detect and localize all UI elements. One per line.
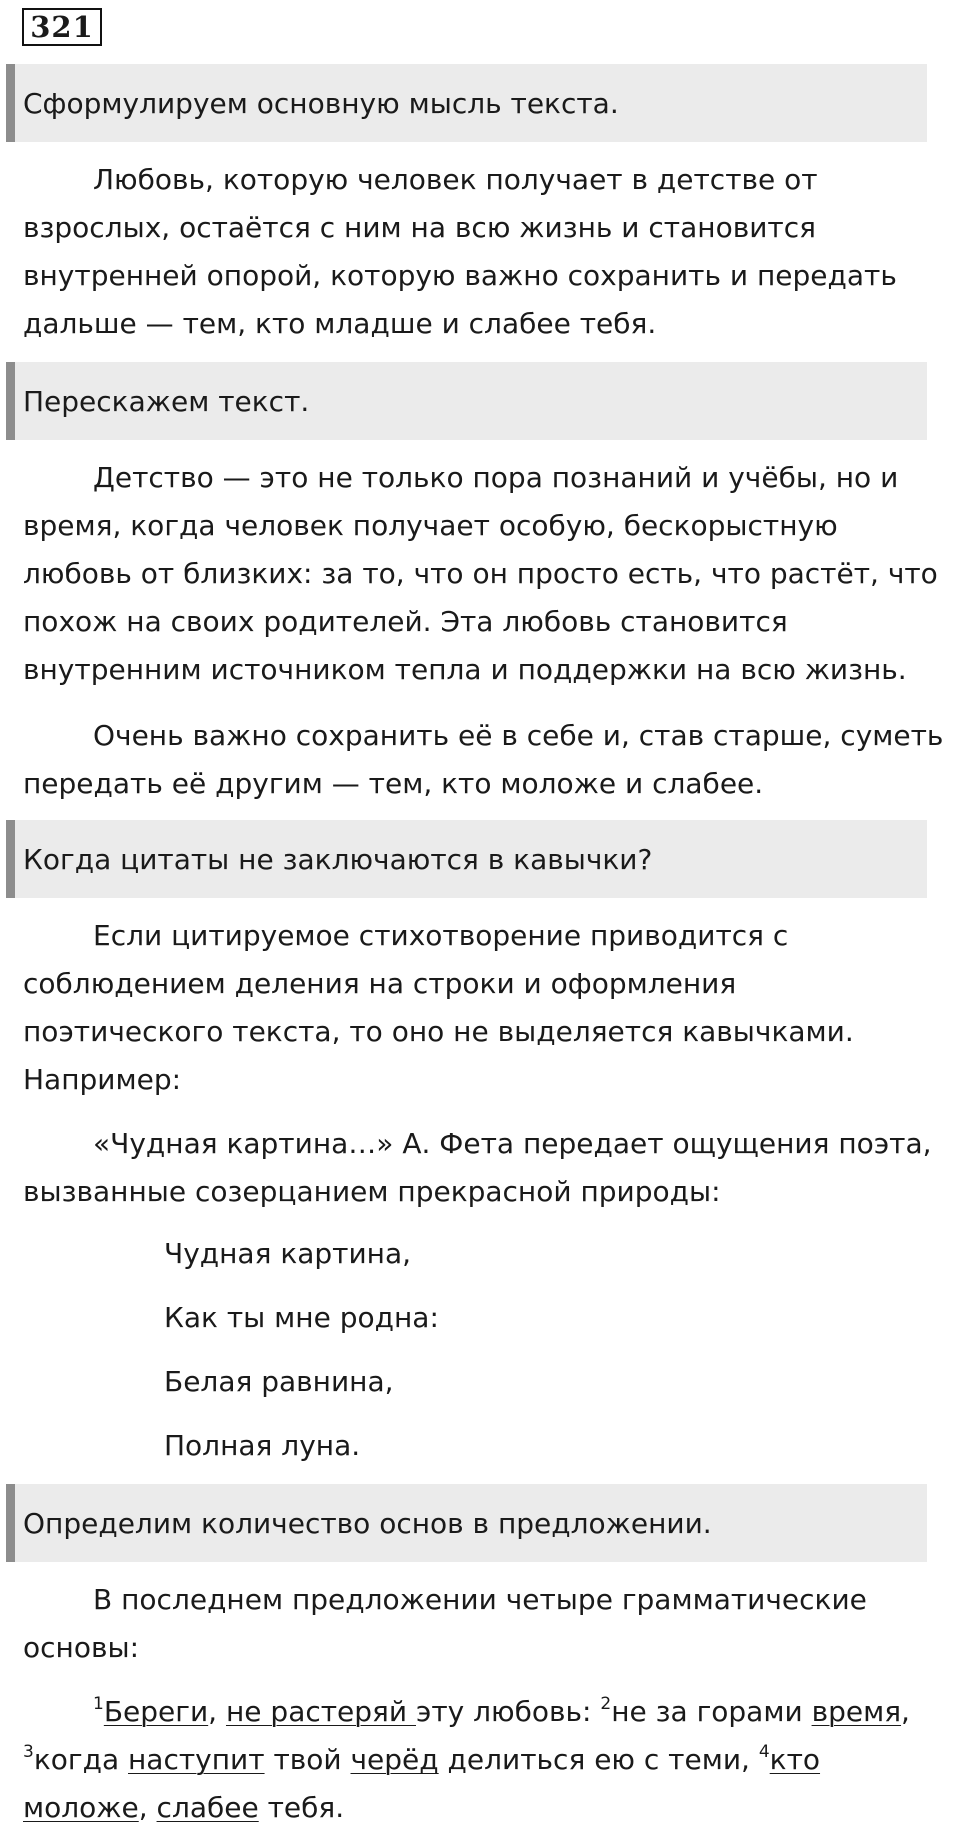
text: делиться ею с теми, [438,1743,759,1776]
text: , [901,1695,910,1728]
text-line: передать её другим — тем, кто моложе и слабее. [23,767,764,800]
text: , [138,1791,157,1824]
text-line: Например: [23,1063,182,1096]
verse-line-2: Как ты мне родна: [164,1301,439,1334]
text-line: взрослых, остаётся с ним на всю жизнь и становится [23,211,816,244]
subject: кто [769,1743,821,1776]
text-line: Детство — это не только пора познаний и учёбы, но и [93,461,899,494]
text-line: Если цитируемое стихотворение приводится с [93,919,789,952]
verse-line-1: Чудная картина, [164,1237,412,1270]
sentence-analysis [23,1688,943,1832]
predicate: слабее [156,1791,259,1824]
retelling-paragraph-1 [23,454,943,694]
grammar-intro-paragraph [23,1576,943,1672]
section-header-quotes: Когда цитаты не заключаются в кавычки? [6,820,927,898]
subject: время [811,1695,902,1728]
main-idea-paragraph [23,156,943,348]
section-header-grammar-bases: Определим количество основ в предложении. [6,1484,927,1562]
basis-number: 1 [93,1694,104,1714]
task-number: 321 [22,8,102,46]
basis-number: 2 [600,1694,612,1714]
predicate: наступит [128,1743,265,1776]
subject: черёд [350,1743,439,1776]
text: когда [33,1743,128,1776]
text-line: вызванные созерцанием прекрасной природы: [23,1175,721,1208]
verse-line-4: Полная луна. [164,1429,361,1462]
verse-line-3: Белая равнина, [164,1365,394,1398]
text-line: поэтического текста, то оно не выделяется кавычками. [23,1015,854,1048]
text-line: похож на своих родителей. Эта любовь становится [23,605,788,638]
text: не за горами [611,1695,812,1728]
text-line: дальше — тем, кто младше и слабее тебя. [23,307,657,340]
predicate: моложе [23,1791,139,1824]
predicate: Береги [103,1695,209,1728]
quotes-paragraph-1 [23,912,943,1104]
section-header-main-idea: Сформулируем основную мысль текста. [6,64,927,142]
text: эту любовь: [416,1695,601,1728]
text-line: Любовь, которую человек получает в детстве от [93,163,818,196]
quotes-paragraph-2 [23,1120,943,1216]
basis-number: 4 [758,1742,770,1762]
text-line: Очень важно сохранить её в себе и, став старше, суметь [93,719,944,752]
predicate: не растеряй [225,1695,416,1728]
text-line: основы: [23,1631,140,1664]
text-line: соблюдением деления на строки и оформления [23,967,737,1000]
text: твой [264,1743,351,1776]
section-header-retelling: Перескажем текст. [6,362,927,440]
retelling-paragraph-2 [23,712,943,808]
analysis-line-1 [23,1688,943,1736]
text: , [208,1695,218,1728]
text-line: любовь от близких: за то, что он просто есть, что растёт, что [23,557,938,590]
text-line: В последнем предложении четыре грамматические [93,1583,867,1616]
text-line: внутренней опорой, которую важно сохранить и передать [23,259,897,292]
text-line: внутренним источником тепла и поддержки на всю жизнь. [23,653,907,686]
analysis-line-3 [23,1784,943,1832]
basis-number: 3 [23,1742,34,1762]
text: тебя. [258,1791,345,1824]
analysis-line-2 [23,1736,943,1784]
text-line: «Чудная картина…» А. Фета передает ощущения поэта, [93,1127,932,1160]
text-line: время, когда человек получает особую, бескорыстную [23,509,838,542]
